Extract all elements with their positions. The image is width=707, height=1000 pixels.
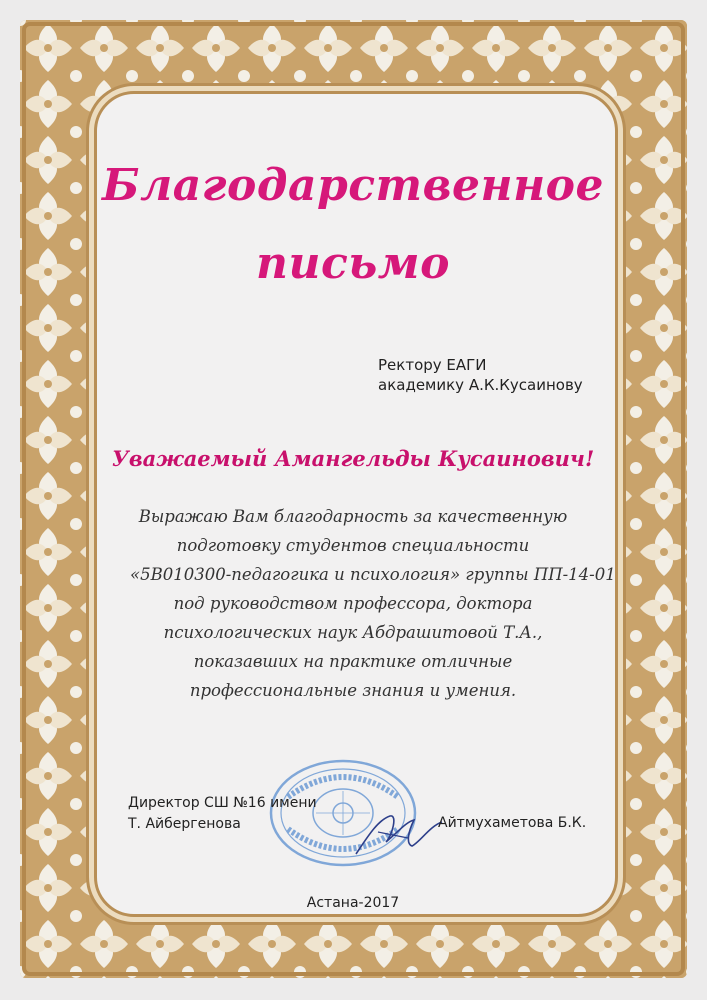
addressee-block	[378, 355, 583, 395]
body-line: под руководством профессора, доктора	[173, 594, 533, 613]
body-line: показавших на практике отличные	[193, 652, 513, 671]
place-year: Астана-2017	[306, 895, 400, 911]
body-line: профессиональные знания и умения.	[189, 681, 517, 700]
letter-body	[130, 502, 616, 705]
director-line-1: Директор СШ №16 имени	[128, 795, 317, 811]
director-line-2: Т. Айбергенова	[128, 816, 241, 832]
title-line-1: Благодарственное	[101, 160, 604, 211]
body-line: подготовку студентов специальности	[176, 536, 530, 555]
director-block	[128, 793, 317, 835]
signer-name: Айтмухаметова Б.К.	[438, 815, 587, 831]
addressee-line-2: академику А.К.Кусаинову	[378, 376, 583, 394]
salutation: Уважаемый Амангельды Кусаинович!	[111, 446, 595, 471]
body-line: психологических наук Абдрашитовой Т.А.,	[163, 623, 543, 642]
body-line: Выражаю Вам благодарность за качественную	[138, 507, 568, 526]
body-line: «5В010300-педагогика и психология» группы ПП-14-01	[130, 565, 616, 584]
handwritten-signature-icon	[348, 802, 448, 862]
addressee-line-1: Ректору ЕАГИ	[378, 356, 487, 374]
title-line-2: письмо	[256, 238, 450, 289]
